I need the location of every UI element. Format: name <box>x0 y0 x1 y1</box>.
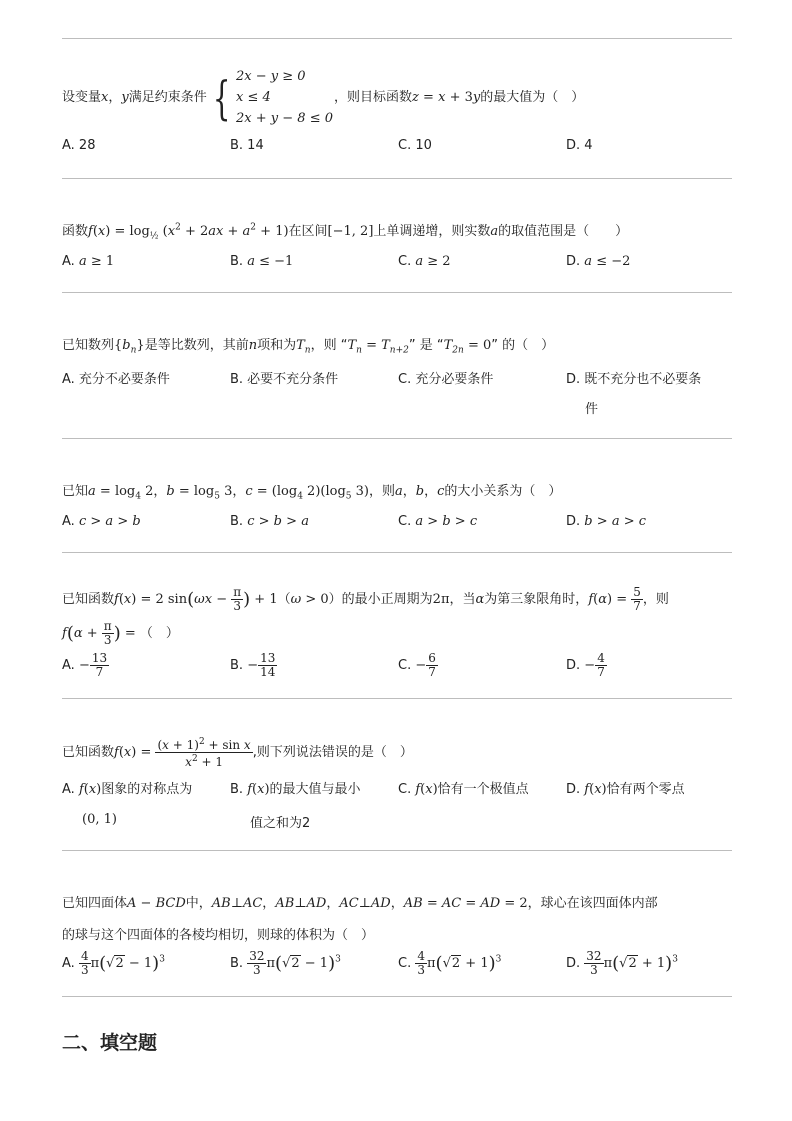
option-b[interactable]: B. − $\frac{13}{14}$ <box>230 651 276 679</box>
option-b[interactable]: B. 必要不充分条件 <box>230 372 339 387</box>
option-c[interactable]: C. f(x)恰有一个极值点 <box>398 782 529 797</box>
option-d[interactable]: D. 4 <box>566 138 593 153</box>
option-d[interactable]: D. 既不充分也不必要条 <box>566 372 702 387</box>
option-a[interactable]: A. a ≥ 1 <box>62 254 115 269</box>
divider <box>62 698 732 699</box>
option-b-continuation: 值之和为2 <box>250 816 311 831</box>
option-c[interactable]: C. a > b > c <box>398 514 478 529</box>
option-a[interactable]: A. 充分不必要条件 <box>62 372 170 387</box>
divider <box>62 850 732 851</box>
option-a[interactable]: A. $\frac{4}{3}$ $\pi(√2 - 1)^3$ <box>62 949 165 977</box>
divider <box>62 552 732 553</box>
divider <box>62 438 732 439</box>
option-b[interactable]: B. $\frac{32}{3}$ $\pi(√2 - 1)^3$ <box>230 949 341 977</box>
option-d[interactable]: D. b > a > c <box>566 514 647 529</box>
option-b[interactable]: B. c > b > a <box>230 514 309 529</box>
divider <box>62 292 732 293</box>
option-c[interactable]: C. $\frac{4}{3}$ $\pi(√2 + 1)^3$ <box>398 949 502 977</box>
constraint-system: 2x − y ≥ 0 x ≤ 4 2x + y − 8 ≤ 0 <box>236 69 333 126</box>
option-c[interactable]: C. 10 <box>398 138 432 153</box>
question-stem: 已知函数f(x) = $\frac{(x + 1)^2 + \sin x}{x^2 + 1}$ ,则下列说法错误的是（ ） <box>62 737 413 769</box>
option-b[interactable]: B. 14 <box>230 138 264 153</box>
question-stem-line2: f(α + $\frac{\pi}{3}$ ) = （ ） <box>62 619 179 647</box>
option-c[interactable]: C. a ≥ 2 <box>398 254 451 269</box>
divider <box>62 38 732 39</box>
option-a-continuation: (0, 1) <box>82 812 117 827</box>
option-d[interactable]: D. − $\frac{4}{7}$ <box>566 651 605 679</box>
question-stem: 已知$a = \log_4 2$，$b = \log_5 3$，$c = (\log_4$ $2)(\log_5$ 3)，则a，b，c的大小关系为（ ） <box>62 484 562 502</box>
option-a[interactable]: A. c > a > b <box>62 514 141 529</box>
brace: { <box>212 70 231 125</box>
question-stem: 已知数列$\{b_n\}$是等比数列，其前n项和为$T_n$，则 “$T_n = T_{n+2}$” 是 “$T_{2n} = 0$” 的（ ） <box>62 338 555 356</box>
option-d[interactable]: D. $\frac{32}{3}$ $\pi(√2 + 1)^3$ <box>566 949 678 977</box>
option-d[interactable]: D. f(x)恰有两个零点 <box>566 782 685 797</box>
option-c[interactable]: C. 充分必要条件 <box>398 372 494 387</box>
option-d-continuation: 件 <box>585 402 599 417</box>
option-b[interactable]: B. a ≤ −1 <box>230 254 294 269</box>
option-a[interactable]: A. 28 <box>62 138 96 153</box>
divider <box>62 178 732 179</box>
section-title: 二、填空题 <box>62 1032 158 1054</box>
question-stem: 已知四面体A − BCD中，AB⊥AC，AB⊥AD，AC⊥AD，AB = AC = AD = 2，球心在该四面体内部 <box>62 896 658 911</box>
divider <box>62 996 732 997</box>
option-d[interactable]: D. a ≤ −2 <box>566 254 631 269</box>
option-a[interactable]: A. f(x)图象的对称点为 <box>62 782 193 797</box>
option-c[interactable]: C. − $\frac{6}{7}$ <box>398 651 436 679</box>
question-stem: 设变量x，y满足约束条件 { 2x − y ≥ 0 x ≤ 4 2x + y − 8 ≤ 0 ，则目标函数z = x + 3y的最大值为（ ） <box>62 66 584 129</box>
question-stem: 函数$f(x) = \log_{\frac{1}{2}} (x^2 + 2ax + a^2 + 1)$在区间[−1, 2]上单调递增，则实数a的取值范围是（ ） <box>62 222 629 242</box>
question-stem-line2: 的球与这个四面体的各棱均相切，则球的体积为（ ） <box>62 928 375 943</box>
option-a[interactable]: A. − $\frac{13}{7}$ <box>62 651 108 679</box>
question-stem: 已知函数f(x) = 2 sin(ωx − $\frac{\pi}{3}$ ) + 1（ω > 0）的最小正周期为2π，当α为第三象限角时，f(α) = $\frac{5}{7}$ ，则 <box>62 585 669 613</box>
option-b[interactable]: B. f(x)的最大值与最小 <box>230 782 361 797</box>
